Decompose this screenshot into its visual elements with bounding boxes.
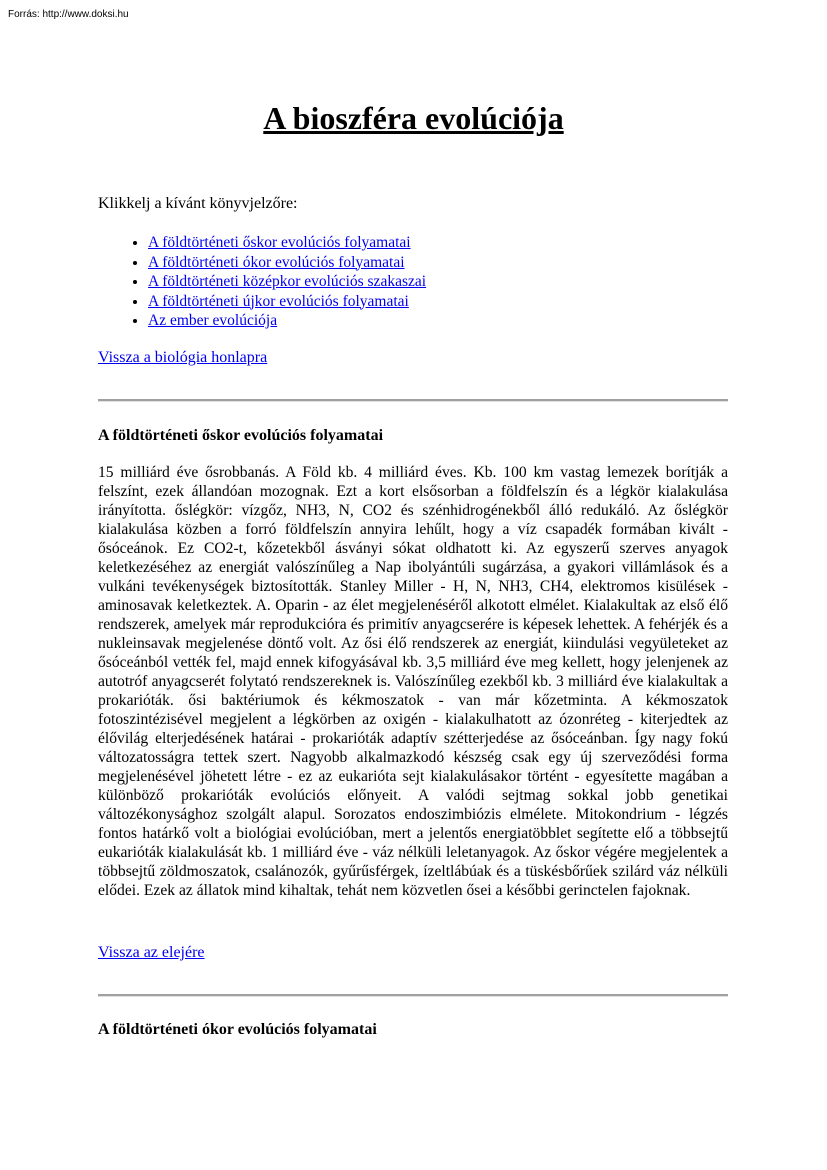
divider bbox=[98, 994, 728, 997]
list-item bbox=[148, 292, 426, 312]
list-item bbox=[148, 272, 426, 292]
bookmark-link-oskor[interactable]: A földtörténeti őskor evolúciós folyamatai bbox=[148, 234, 411, 251]
list-item bbox=[148, 311, 426, 331]
bookmark-link-ember[interactable]: Az ember evolúciója bbox=[148, 312, 278, 329]
bookmark-list bbox=[98, 233, 426, 331]
bookmark-intro: Klikkelj a kívánt könyvjelzőre: bbox=[98, 195, 298, 212]
list-item bbox=[148, 233, 426, 253]
section-heading-okor: A földtörténeti ókor evolúciós folyamatai bbox=[98, 1021, 377, 1038]
divider bbox=[98, 399, 728, 402]
back-to-top-link[interactable]: Vissza az elejére bbox=[98, 944, 205, 961]
section-body-oskor: 15 milliárd éve ősrobbanás. A Föld kb. 4 milliárd éves. Kb. 100 km vastag lemezek borítják a felszínt, ezek állandóan mozognak. Ezt a kort elsősorban a földfelszín és a légkör kialakulása irányította. őslégkör: vízgőz, NH3, N, CO2 és szénhidrogénekből álló redukáló. Az őslégkör kialakulása közben a forró földfelszín annyira lehűlt, hogy a víz csapadék formában kivált - ősóceánok. Ez CO2-t, kőzetekből ásványi sókat oldhatott ki. Az egyszerű szerves anyagok keletkezéséhez az energiát valószínűleg a Nap ibolyántúli sugárzása, a gyakori villámlások és a vulkáni tevékenységek biztosították. Stanley Miller - H, N, NH3, CH4, elektromos kisülések - aminosavak keletkeztek. A. Oparin - az élet megjelenéséről alkotott elmélet. Kialakultak az első élő rendszerek, amelyek már reprodukcióra és primitív anyagcserére is képesek lehettek. A fehérjék és a nukleinsavak megjelenése döntő volt. Az ősi élő rendszerek az energiát, kiindulási vegyületeket az ősóceánból vették fel, majd ennek kifogyásával kb. 3,5 milliárd éve meg kellett, hogy jelenjenek az autotróf anyagcserét folytató rendszereknek is. Valószínűleg ezekből kb. 3 milliárd éve kialakultak a prokarióták. ősi baktériumok és kékmoszatok - van már kőzetminta. A kékmoszatok fotoszintézisével megjelent a légkörben az oxigén - kialakulhatott az ózonréteg - kiterjedtek az élővilág elterjedésének határai - prokarióták adaptív szétterjedése az ősóceánban. Így nagy fokú változatosságra tettek szert. Nagyobb alkalmazkodó készség csak egy új szerveződési forma megjelenésével jöhetett létre - ez az eukarióta sejt kialakulásakor történt - egyesítette magában a különböző prokarióták evolúciós előnyeit. A valódi sejtmag sokkal jobb genetikai változékonysághoz szolgált alapul. Sorozatos endoszimbiózis elmélete. Mitokondrium - légzés fontos határkő volt a biológiai evolúcióban, mert a jelentős energiatöbblet segítette elő a többsejtű eukarióták kialakulását kb. 1 milliárd éve - váz nélküli leletanyagok. Az őskor végére megjelentek a többsejtű zöldmoszatok, csalánozók, gyűrűsférgek, ízeltlábúak és a tüskésbőrűek szilárd váz nélküli elődei. Ezek az állatok mind kihaltak, tehát nem közvetlen ősei a későbbi gerinctelen fajoknak. bbox=[98, 464, 728, 899]
source-line: Forrás: http://www.doksi.hu bbox=[8, 9, 129, 20]
page-title: A bioszféra evolúciója bbox=[263, 100, 564, 136]
bookmark-link-ujkor[interactable]: A földtörténeti újkor evolúciós folyamatai bbox=[148, 292, 409, 310]
list-item bbox=[148, 253, 426, 273]
section-heading-oskor: A földtörténeti őskor evolúciós folyamatai bbox=[98, 427, 384, 444]
bookmark-link-kozepkor[interactable]: A földtörténeti középkor evolúciós szakaszai bbox=[148, 273, 427, 290]
bookmark-link-okor[interactable]: A földtörténeti ókor evolúciós folyamatai bbox=[148, 253, 405, 271]
back-home-link[interactable]: Vissza a biológia honlapra bbox=[98, 349, 268, 366]
